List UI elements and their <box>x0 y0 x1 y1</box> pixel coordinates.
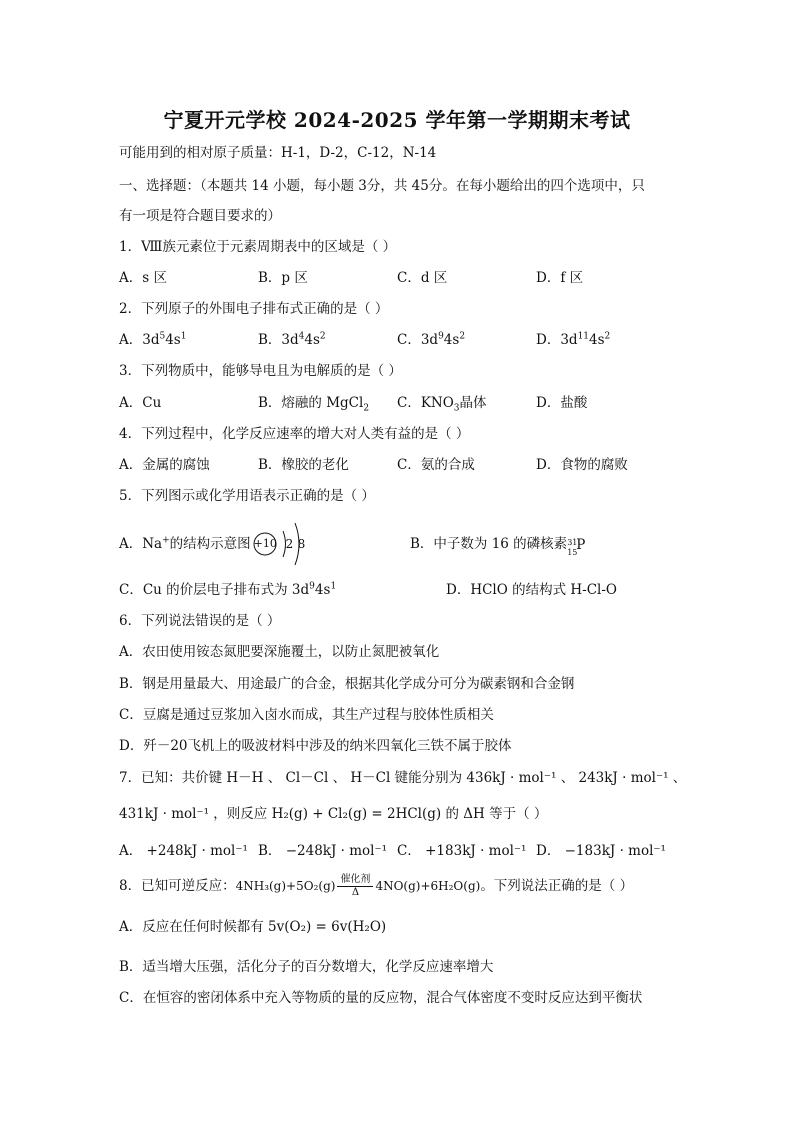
q3-option-a: A．Cu <box>119 395 162 411</box>
q5-stem: 5．下列图示或化学用语表示正确的是（ ） <box>119 488 375 504</box>
q2-option-a: A．$3d^54s^1$ <box>119 331 187 348</box>
q2-option-c: C．$3d^94s^2$ <box>397 331 466 348</box>
q8-option-c: C．在恒容的密闭体系中充入等物质的量的反应物，混合气体密度不变时反应达到平衡状 <box>119 990 643 1006</box>
q3-option-b: B．熔融的 MgCl$_2$ <box>258 395 370 414</box>
q6-option-b: B．钢是用量最大、用途最广的合金，根据其化学成分可分为碳素钢和合金钢 <box>119 676 575 692</box>
q7-option-c: C． +183kJ · mol⁻¹ <box>397 843 527 859</box>
q4-option-b: B．橡胶的老化 <box>258 457 349 473</box>
shell-1-label: 2 <box>285 537 294 551</box>
nucleus-label: +10 <box>253 537 277 550</box>
q7-option-b: B． −248kJ · mol⁻¹ <box>258 843 388 859</box>
q5-option-a: A．Na+的结构示意图 +10 2 8 <box>119 519 305 569</box>
q5-option-d: D．HClO 的结构式 H-Cl-O <box>446 582 618 598</box>
q8-option-b: B．适当增大压强，活化分子的百分数增大，化学反应速率增大 <box>119 959 494 975</box>
q4-option-a: A．金属的腐蚀 <box>119 457 210 473</box>
atomic-masses: 可能用到的相对原子质量：H-1，D-2，C-12，N-14 <box>119 145 437 161</box>
q6-stem: 6．下列说法错误的是（ ） <box>119 613 281 629</box>
q2-stem: 2．下列原子的外围电子排布式正确的是（ ） <box>119 301 389 317</box>
q3-option-c: C．$KNO_3$晶体 <box>397 395 487 414</box>
q5-option-b: B．中子数为 16 的磷核素 31 15 P <box>410 535 589 554</box>
q4-option-c: C．氨的合成 <box>397 457 475 473</box>
q3-stem: 3．下列物质中，能够导电且为电解质的是（ ） <box>119 363 402 379</box>
q4-option-d: D．食物的腐败 <box>536 457 628 473</box>
na-ion-structure-diagram <box>253 519 305 569</box>
q7-line1: 7．已知：共价键 H－H 、 Cl－Cl 、 H－Cl 键能分别为 436kJ · mol⁻¹ 、 243kJ · mol⁻¹ 、 <box>119 770 687 786</box>
q2-option-d: D．$3d^{11}4s^2$ <box>536 331 611 348</box>
q1-option-b: B．p 区 <box>258 270 308 286</box>
q8-equation-right: 4NO(g)+6H₂O(g) <box>375 879 481 893</box>
shell-2-label: 8 <box>297 537 306 551</box>
q7-option-a: A． +248kJ · mol⁻¹ <box>119 843 248 859</box>
catalyst-arrow: $\frac{\text{催化剂}}{\Delta}$ <box>337 874 373 898</box>
q3-option-d: D．盐酸 <box>536 395 588 411</box>
section-heading-line1: 一、选择题：（本题共 14 小题，每小题 3分，共 45分。在每小题给出的四个选项中，只 <box>119 178 645 194</box>
q7-option-d: D． −183kJ · mol⁻¹ <box>536 843 666 859</box>
q6-option-c: C．豆腐是通过豆浆加入卤水而成，其生产过程与胶体性质相关 <box>119 707 494 723</box>
q1-stem: 1．Ⅷ族元素位于元素周期表中的区域是（ ） <box>119 239 397 255</box>
phosphorus-nuclide: 31 15 P <box>567 536 586 557</box>
q2-option-b: B．$3d^44s^2$ <box>258 331 326 348</box>
q5-option-c: C．Cu 的价层电子排布式为 $3d^94s^1$ <box>119 581 337 598</box>
exam-title: 宁夏开元学校 2024-2025 学年第一学期期末考试 <box>163 108 631 132</box>
q8-stem: 8．已知可逆反应： 4NH₃(g)+5O₂(g) $\frac{\text{催化剂}}{\Delta}$ 4NO(g)+6H₂O(g) 。下列说法正确的是（ ） <box>119 874 634 898</box>
q7-line2: 431kJ · mol⁻¹ ，则反应 H₂(g) + Cl₂(g) = 2HCl(g) 的 ΔH 等于（ ） <box>119 806 548 822</box>
q1-option-c: C．d 区 <box>397 270 448 286</box>
q6-option-a: A．农田使用铵态氮肥要深施覆土，以防止氮肥被氧化 <box>119 644 440 660</box>
q8-equation-left: 4NH₃(g)+5O₂(g) <box>235 879 336 893</box>
section-heading-line2: 有一项是符合题目要求的） <box>119 208 281 224</box>
q1-option-a: A．s 区 <box>119 270 167 286</box>
q1-option-d: D．f 区 <box>536 270 584 286</box>
q4-stem: 4．下列过程中，化学反应速率的增大对人类有益的是（ ） <box>119 426 470 442</box>
q6-option-d: D．歼－20飞机上的吸波材料中涉及的纳米四氧化三铁不属于胶体 <box>119 738 512 754</box>
q8-option-a: A．反应在任何时候都有 5v(O₂) = 6v(H₂O) <box>119 919 387 935</box>
